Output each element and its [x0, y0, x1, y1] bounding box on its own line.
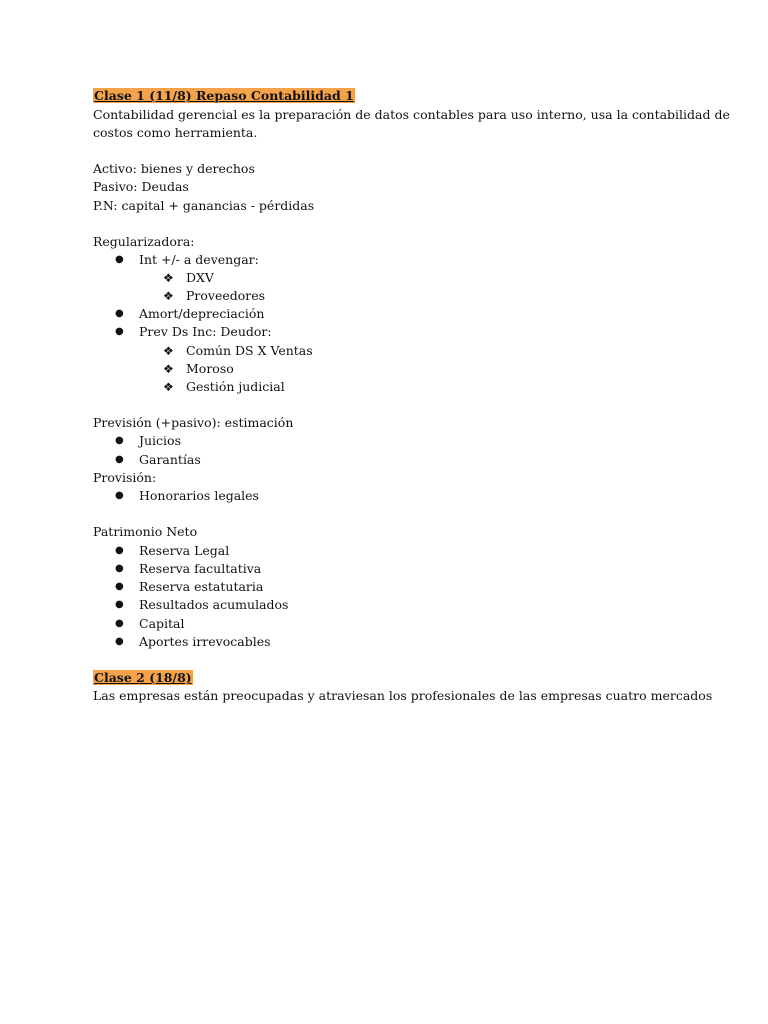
- intro-line-1: Contabilidad gerencial es la preparación de datos contables para uso interno, usa la contabilidad de: [93, 107, 730, 122]
- clase2-heading: Clase 2 (18/8): [94, 670, 192, 685]
- bullet-icon: ●: [115, 545, 124, 556]
- list-item-label: Resultados acumulados: [139, 597, 289, 612]
- bullet-icon: ●: [115, 326, 124, 337]
- diamond-bullet-icon: ❖: [163, 289, 174, 303]
- list-item-label: Int +/- a devengar:: [139, 252, 259, 267]
- bullet-icon: ●: [115, 618, 124, 629]
- list-item-label: Prev Ds Inc: Deudor:: [139, 324, 272, 339]
- diamond-bullet-icon: ❖: [163, 380, 174, 394]
- sub-list-item-label: Común DS X Ventas: [186, 343, 313, 358]
- list-item-label: Honorarios legales: [139, 488, 259, 503]
- prevision-title: Previsión (+pasivo): estimación: [93, 415, 294, 430]
- bullet-icon: ●: [115, 254, 124, 265]
- bullet-icon: ●: [115, 563, 124, 574]
- list-item-label: Aportes irrevocables: [139, 634, 271, 649]
- list-item-label: Garantías: [139, 452, 201, 467]
- bullet-icon: ●: [115, 435, 124, 446]
- diamond-bullet-icon: ❖: [163, 271, 174, 285]
- diamond-bullet-icon: ❖: [163, 344, 174, 358]
- clase2-heading-row: [93, 669, 193, 687]
- sub-list-item-label: Proveedores: [186, 288, 266, 303]
- activo-line: Activo: bienes y derechos: [93, 161, 255, 176]
- intro-line-2: costos como herramienta.: [93, 125, 258, 140]
- list-item-label: Amort/depreciación: [139, 306, 265, 321]
- bullet-icon: ●: [115, 454, 124, 465]
- sub-list-item-label: Gestión judicial: [186, 379, 285, 394]
- sub-list-item-label: DXV: [186, 270, 214, 285]
- regularizadora-title: Regularizadora:: [93, 234, 195, 249]
- diamond-bullet-icon: ❖: [163, 362, 174, 376]
- list-item-label: Reserva facultativa: [139, 561, 262, 576]
- patrimonio-title: Patrimonio Neto: [93, 524, 198, 539]
- clase2-text: Las empresas están preocupadas y atraviesan los profesionales de las empresas cuatro mercados: [93, 688, 713, 703]
- list-item-label: Reserva estatutaria: [139, 579, 264, 594]
- clase1-heading-row: [93, 87, 355, 105]
- bullet-icon: ●: [115, 581, 124, 592]
- sub-list-item-label: Moroso: [186, 361, 234, 376]
- list-item-label: Reserva Legal: [139, 543, 230, 558]
- clase1-heading: Clase 1 (11/8) Repaso Contabilidad 1: [94, 88, 354, 103]
- provision-title: Provisión:: [93, 470, 157, 485]
- bullet-icon: ●: [115, 490, 124, 501]
- pn-line: P.N: capital + ganancias - pérdidas: [93, 198, 315, 213]
- pasivo-line: Pasivo: Deudas: [93, 179, 189, 194]
- bullet-icon: ●: [115, 636, 124, 647]
- list-item-label: Capital: [139, 616, 185, 631]
- bullet-icon: ●: [115, 599, 124, 610]
- bullet-icon: ●: [115, 308, 124, 319]
- list-item-label: Juicios: [139, 433, 181, 448]
